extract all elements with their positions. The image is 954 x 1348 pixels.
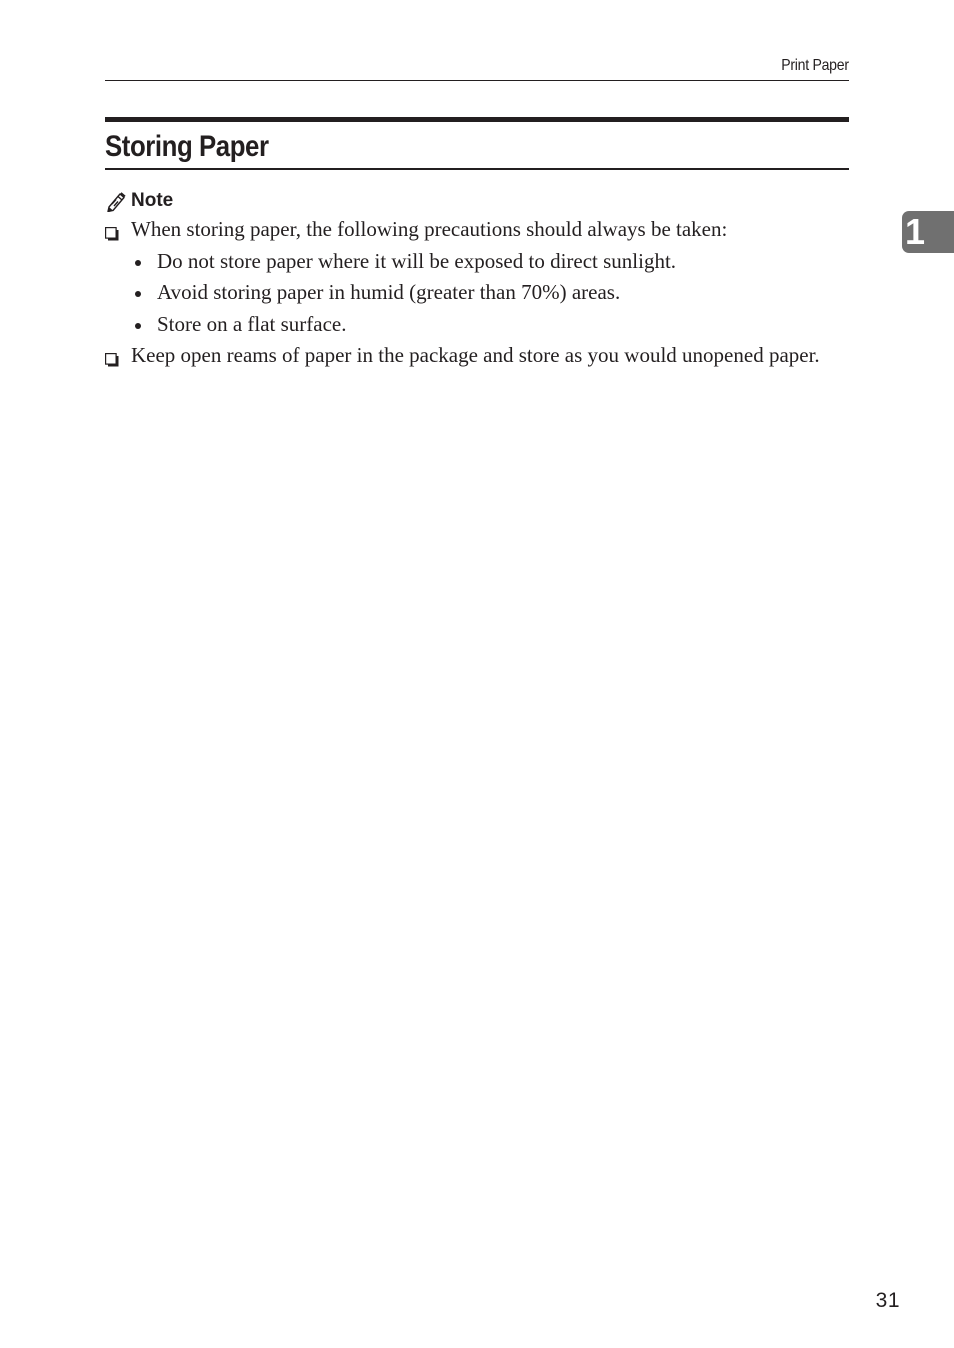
chapter-tab bbox=[902, 211, 954, 253]
note-heading bbox=[105, 188, 173, 214]
bullet-text: Avoid storing paper in humid (greater than 70%) areas. bbox=[157, 280, 621, 304]
checkbox-icon bbox=[105, 222, 119, 236]
bullet-item bbox=[131, 280, 849, 305]
bullet-text: Do not store paper where it will be exposed to direct sunlight. bbox=[157, 249, 677, 273]
running-header-title: Print Paper bbox=[781, 57, 849, 74]
bullet-dot-icon bbox=[135, 323, 141, 329]
section-title-block bbox=[105, 117, 849, 170]
bullet-item bbox=[131, 312, 849, 337]
checkbox-icon bbox=[105, 348, 119, 362]
note-item-text: Keep open reams of paper in the package and store as you would unopened paper. bbox=[131, 343, 820, 367]
note-item bbox=[105, 343, 849, 368]
running-header bbox=[105, 56, 849, 81]
bullet-dot-icon bbox=[135, 291, 141, 297]
bullet-dot-icon bbox=[135, 260, 141, 266]
note-item bbox=[105, 217, 849, 242]
page-number: 31 bbox=[875, 1289, 900, 1312]
chapter-number: 1 bbox=[904, 211, 926, 252]
pencil-icon bbox=[105, 190, 127, 212]
note-label: Note bbox=[131, 190, 174, 211]
note-item-text: When storing paper, the following precautions should always be taken: bbox=[131, 217, 728, 241]
bullet-item bbox=[131, 249, 849, 274]
section-title: Storing Paper bbox=[105, 130, 269, 163]
bullet-text: Store on a flat surface. bbox=[157, 312, 347, 336]
